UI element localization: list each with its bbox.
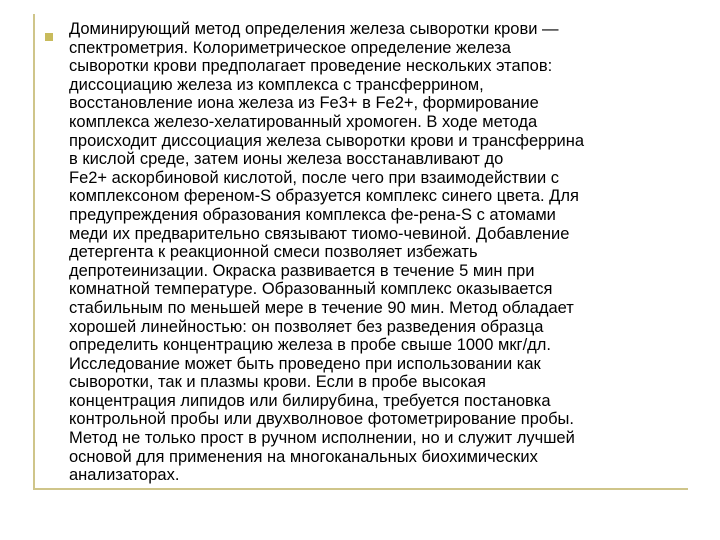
paragraph-line: основой для применения на многоканальных биохимических (69, 447, 538, 466)
paragraph-line: Метод не только прост в ручном исполнении, но и служит лучшей (69, 429, 575, 448)
paragraph-line: сыворотки крови предполагает проведение нескольких этапов: (69, 57, 553, 76)
paragraph-line: детергента к реакционной смеси позволяет избежать (69, 243, 478, 262)
paragraph-line: комнатной температуре. Образованный комплекс оказывается (69, 280, 553, 299)
paragraph-text (69, 20, 697, 485)
paragraph-line: определить концентрацию железа в пробе свыше 1000 мкг/дл. (69, 336, 551, 355)
bullet-square-icon (45, 33, 53, 41)
paragraph-line: Доминирующий метод определения железа сыворотки крови — (69, 20, 559, 38)
paragraph-line: меди их предварительно связывают тиомо-чевиной. Добавление (69, 224, 570, 243)
paragraph-line: Исследование может быть проведено при использовании как (69, 354, 541, 373)
frame-line-vertical (33, 14, 35, 489)
paragraph-line: спектрометрия. Колориметрическое определение железа (69, 38, 511, 57)
paragraph-line: восстановление иона железа из Fe3+ в Fe2+, формирование (69, 94, 539, 113)
paragraph-line: в кислой среде, затем ионы железа восстанавливают до (69, 150, 504, 169)
paragraph-line: хорошей линейностью: он позволяет без разведения образца (69, 317, 544, 336)
paragraph-line: стабильным по меньшей мере в течение 90 мин. Метод обладает (69, 298, 574, 317)
paragraph-line: комплексоном ференом-S образуется комплекс синего цвета. Для (69, 187, 579, 206)
paragraph-line: депротеинизации. Окраска развивается в течение 5 мин при (69, 261, 535, 280)
paragraph-line: контрольной пробы или двухволновое фотометрирование пробы. (69, 410, 574, 429)
paragraph-line: концентрация липидов или билирубина, требуется постановка (69, 391, 551, 410)
paragraph-line: происходит диссоциация железа сыворотки крови и трансферрина (69, 131, 585, 150)
paragraph-line: предупреждения образования комплекса фе-рена-S с атомами (69, 205, 556, 224)
paragraph-line: Fe2+ аскорбиновой кислотой, после чего при взаимодействии с (69, 168, 560, 187)
paragraph-line: сыворотки, так и плазмы крови. Если в пробе высокая (69, 373, 486, 392)
frame-line-horizontal (33, 488, 688, 490)
paragraph-line: комплекса железо-хелатированный хромоген. В ходе метода (69, 112, 538, 131)
paragraph-line: анализаторах. (69, 466, 180, 485)
paragraph-line: диссоциацию железа из комплекса с трансферрином, (69, 75, 484, 94)
